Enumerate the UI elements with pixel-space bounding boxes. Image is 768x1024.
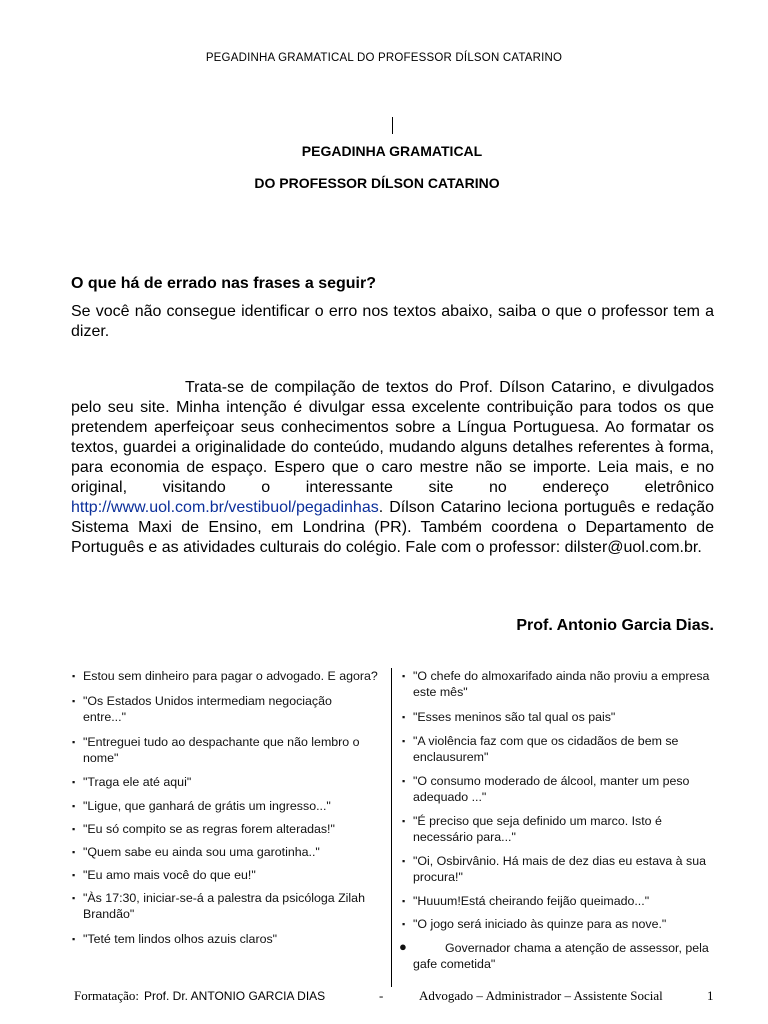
list-item: ▪ "Traga ele até aqui" xyxy=(72,775,192,789)
bullet-icon: ▪ xyxy=(72,801,76,811)
bullet-icon: ▪ xyxy=(402,816,406,826)
bullet-icon: ▪ xyxy=(72,893,76,903)
intro-subtext: Se você não consegue identificar o erro nos textos abaixo, saiba o que o professor tem a dizer. xyxy=(71,303,714,340)
bullet-icon: ▪ xyxy=(72,934,76,944)
document-title-line1: PEGADINHA GRAMATICAL xyxy=(301,143,483,159)
paragraph-text-before-link: Trata-se de compilação de textos do Prof. Dílson Catarino, e divulgados pelo seu site. Minha intenção é divulgar essa excelente contribuição para todos os que pretendem aperfeiçoar seus conhecimentos sobre a Língua Portuguesa. Ao formatar os textos, guardei a originalidade do conteúdo, mudando alguns detalhes referentes à forma, para economia de espaço. Espero que o caro mestre não se importe. Leia mais, e no original, visitando o interessante site no endereço eletrônico xyxy=(71,379,714,496)
bullet-icon: ▪ xyxy=(402,671,406,681)
list-item: ▪ "Entreguei tudo ao despachante que não lembro o nome" xyxy=(72,735,360,765)
list-item: ▪ "Ligue, que ganhará de grátis um ingresso..." xyxy=(72,799,331,813)
bullet-icon: ▪ xyxy=(72,737,76,747)
pegadinhas-link[interactable]: http://www.uol.com.br/vestibuol/pegadinhas xyxy=(71,499,379,516)
list-item: ▪ "Às 17:30, iniciar-se-á a palestra da psicóloga Zilah Brandão" xyxy=(72,891,365,921)
list-item: ▪ "Teté tem lindos olhos azuis claros" xyxy=(72,932,278,946)
list-item: ▪ "Quem sabe eu ainda sou uma garotinha.." xyxy=(72,845,320,859)
bullet-icon: ▪ xyxy=(72,671,76,681)
list-item: ▪ "Huuum!Está cheirando feijão queimado..." xyxy=(402,894,650,908)
author-signature: Prof. Antonio Garcia Dias. xyxy=(516,617,714,634)
left-column xyxy=(72,667,378,947)
paragraph-text-after-link: . Dílson Catarino leciona português e redação Sistema Maxi de Ensino, em Londrina (PR). Também coordena o Departamento de Português e as atividades culturais do colégio. Fale com o professor: dilster@uol.com.br. xyxy=(71,499,714,556)
footer-label: Formatação: xyxy=(74,988,139,1003)
list-item: ▪ "Eu amo mais você do que eu!" xyxy=(72,868,256,882)
bullet-icon: ▪ xyxy=(402,736,406,746)
document-title-line2: DO PROFESSOR DÍLSON CATARINO xyxy=(254,175,500,191)
footer-role: Advogado – Administrador – Assistente Social xyxy=(419,988,663,1003)
list-item: ▪ "Os Estados Unidos intermediam negociação entre..." xyxy=(72,694,332,724)
text-cursor xyxy=(392,117,393,134)
page-number: 1 xyxy=(707,988,714,1003)
list-item: ▪ "Esses meninos são tal qual os pais" xyxy=(402,710,616,724)
bullet-icon: ▪ xyxy=(72,824,76,834)
list-item: ▪ Estou sem dinheiro para pagar o advogado. E agora? xyxy=(72,669,378,683)
bullet-icon: ▪ xyxy=(402,896,406,906)
list-item: ▪ "A violência faz com que os cidadãos de bem se enclausurem" xyxy=(402,734,679,764)
bullet-icon: ▪ xyxy=(402,712,406,722)
list-item: ● Governador chama a atenção de assessor, pela gafe cometida" xyxy=(399,939,709,971)
bullet-icon: ▪ xyxy=(72,777,76,787)
list-item: ▪ "Oi, Osbirvânio. Há mais de dez dias eu estava à sua procura!" xyxy=(402,854,706,884)
bullet-icon: ▪ xyxy=(402,776,406,786)
bullet-icon: ▪ xyxy=(72,696,76,706)
list-item: ▪ "O jogo será iniciado às quinze para as nove." xyxy=(402,917,667,931)
footer-separator: - xyxy=(379,988,384,1003)
bullet-icon: ▪ xyxy=(72,847,76,857)
footer-author: Prof. Dr. ANTONIO GARCIA DIAS xyxy=(144,989,326,1003)
intro-question: O que há de errado nas frases a seguir? xyxy=(71,275,376,292)
list-item: ▪ "É preciso que seja definido um marco. Isto é necessário para..." xyxy=(402,814,662,844)
round-bullet-icon: ● xyxy=(399,939,407,954)
list-item: ▪ "O chefe do almoxarifado ainda não proviu a empresa este mês" xyxy=(402,669,710,699)
running-header: PEGADINHA GRAMATICAL DO PROFESSOR DÍLSON CATARINO xyxy=(205,52,563,64)
list-item: ▪ "O consumo moderado de álcool, manter um peso adequado ..." xyxy=(402,774,690,804)
bullet-icon: ▪ xyxy=(72,870,76,880)
bullet-icon: ▪ xyxy=(402,856,406,866)
sentence-columns xyxy=(72,667,720,987)
list-item: ▪ "Eu só compito se as regras forem alteradas!" xyxy=(72,822,335,836)
bullet-icon: ▪ xyxy=(402,919,406,929)
column-divider xyxy=(391,668,392,987)
right-column xyxy=(399,667,720,972)
intro-paragraph xyxy=(71,378,714,558)
